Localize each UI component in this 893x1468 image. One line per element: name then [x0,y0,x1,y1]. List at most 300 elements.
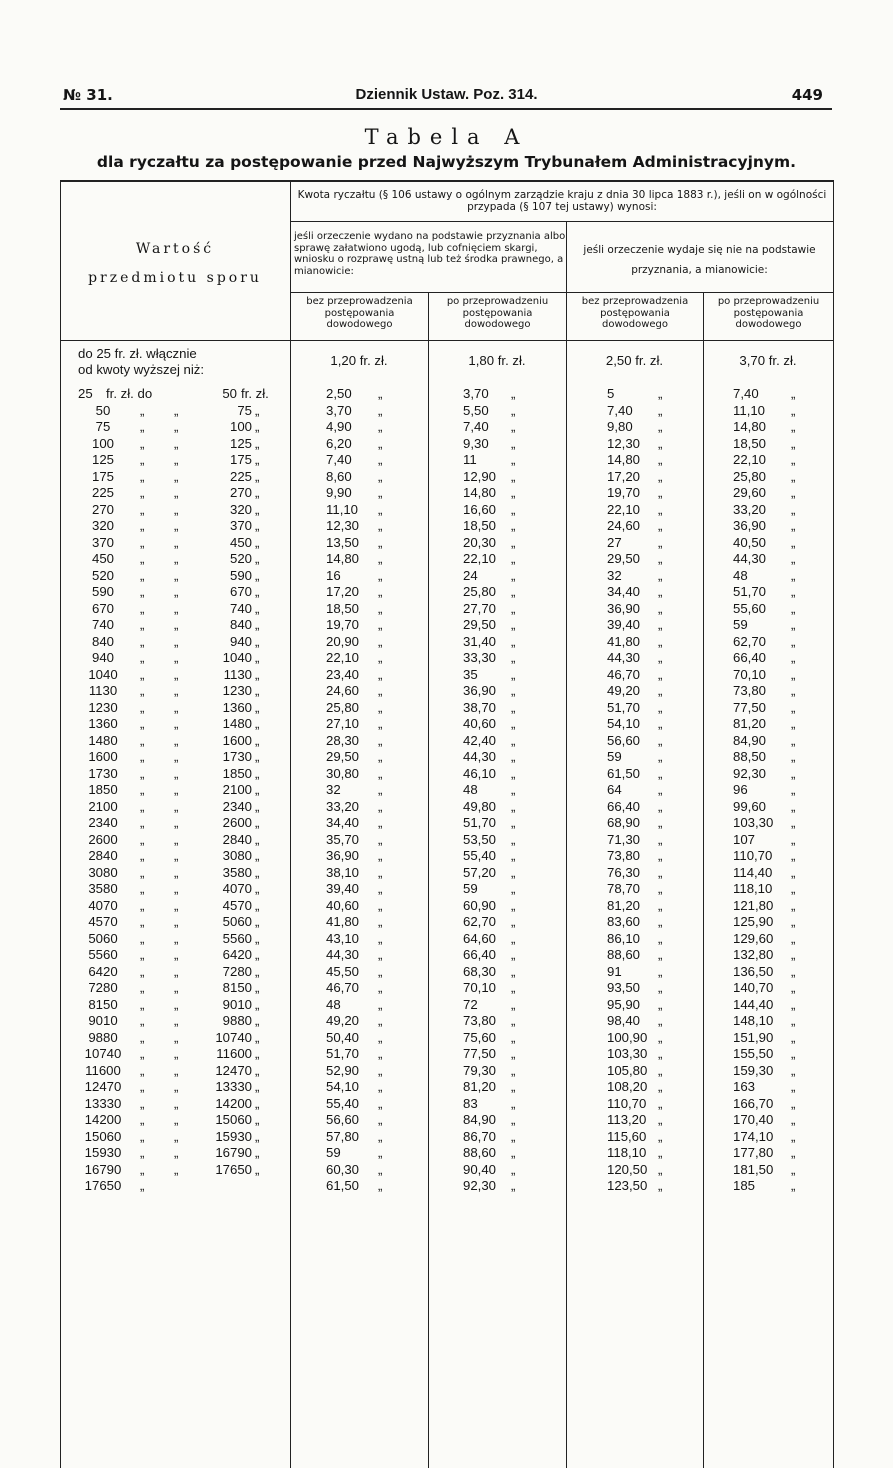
ditto-mark: „ [511,749,516,765]
ditto-mark: „ [378,765,383,781]
range-to: 740 [229,600,252,616]
ditto-mark: „ [255,1013,260,1029]
cell-value: 1,80 fr. zł. [468,353,526,369]
cell-value: 35 [463,666,478,682]
ditto-mark: „ [140,650,145,666]
ditto-mark: „ [378,485,383,501]
ditto-mark: „ [791,947,796,963]
cell-value: 159,30 [733,1062,774,1078]
cell-value: 56,60 [607,732,641,748]
cell-value: 41,80 [607,633,641,649]
range-to: 16790 [215,1145,252,1161]
ditto-mark: „ [174,765,179,781]
ditto-mark: „ [511,963,516,979]
cell-value: 75,60 [463,1029,497,1045]
ditto-mark: „ [658,600,663,616]
range-from: 175 [91,468,114,484]
ditto-mark: „ [658,996,663,1012]
cell-value: 20,30 [463,534,497,550]
cell-value: 49,20 [326,1013,360,1029]
cell-value: 49,80 [463,798,497,814]
ditto-mark: „ [511,600,516,616]
ditto-mark: „ [658,1046,663,1062]
cell-value: 88,60 [607,947,641,963]
ditto-mark: „ [658,1095,663,1111]
cell-value: 38,10 [326,864,360,880]
cell-value: 55,40 [463,848,497,864]
ditto-mark: „ [511,1095,516,1111]
ditto-mark: „ [658,501,663,517]
ditto-mark: „ [791,930,796,946]
ditto-mark: „ [255,518,260,534]
range-from: 75 [95,419,111,435]
table-body [60,345,833,1194]
cell-value: 68,90 [607,815,641,831]
range-from: 1850 [88,782,118,798]
cell-value: 84,90 [733,732,767,748]
ditto-mark: „ [378,419,383,435]
ditto-mark: „ [791,980,796,996]
subheader-bez-1: bez przeprowadzenia postępowania dowodowego [306,296,413,330]
ditto-mark: „ [140,419,145,435]
ditto-mark: „ [255,1046,260,1062]
ditto-mark: „ [140,551,145,567]
ditto-mark: „ [140,617,145,633]
ditto-mark: „ [658,947,663,963]
cell-value: 48 [463,782,478,798]
cell-value: 61,50 [607,765,641,781]
ditto-mark: „ [378,584,383,600]
cell-value: 9,90 [326,485,352,501]
ditto-mark: „ [378,815,383,831]
cell-value: 5 [607,386,615,402]
ditto-mark: „ [791,1046,796,1062]
ditto-mark: „ [378,831,383,847]
ditto-mark: „ [511,699,516,715]
cell-value: 46,70 [607,666,641,682]
ditto-mark: „ [658,402,663,418]
ditto-mark: „ [174,798,179,814]
cell-value: 9,30 [463,435,489,451]
cell-value: 46,70 [326,980,360,996]
cell-value: 39,40 [607,617,641,633]
range-from: 50 [95,402,111,418]
ditto-mark: „ [174,963,179,979]
range-to: 125 [229,435,252,451]
cell-value: 25,80 [463,584,497,600]
ditto-mark: „ [791,732,796,748]
ditto-mark: „ [255,996,260,1012]
ditto-mark: „ [791,386,796,402]
cell-value: 103,30 [607,1046,648,1062]
ditto-mark: „ [511,798,516,814]
ditto-mark: „ [174,1095,179,1111]
ditto-mark: „ [140,1095,145,1111]
ditto-mark: „ [140,584,145,600]
cell-value: 23,40 [326,666,360,682]
ditto-mark: „ [140,534,145,550]
ditto-mark: „ [378,1128,383,1144]
ditto-mark: „ [174,518,179,534]
cell-value: 59 [733,617,748,633]
ditto-mark: „ [658,584,663,600]
range-from: 6420 [88,963,118,979]
range-to: 12470 [215,1062,252,1078]
cell-value: 44,30 [326,947,360,963]
ditto-mark: „ [140,468,145,484]
cell-value: 93,50 [607,980,641,996]
cell-value: 6,20 [326,435,352,451]
range-from: 2100 [88,798,118,814]
cell-value: 4,90 [326,419,352,435]
ditto-mark: „ [140,1178,145,1194]
range-to: 1730 [222,749,252,765]
cell-value: 53,50 [463,831,497,847]
ditto-mark: „ [140,716,145,732]
ditto-mark: „ [378,551,383,567]
range-to: 370 [229,518,252,534]
cell-value: 34,40 [326,815,360,831]
cell-value: 5,50 [463,402,489,418]
ditto-mark: „ [174,1112,179,1128]
ditto-mark: „ [511,1029,516,1045]
ditto-mark: „ [140,501,145,517]
ditto-mark: „ [658,534,663,550]
range-from: 370 [91,534,114,550]
admission-header: jeśli orzeczenie wydano na podstawie przyznania albo sprawę załatwiono ugodą, lub cofnięciem skargi, wniosku o rozprawę ustną lub też środka prawnego, a mianowicie: [294,231,566,277]
ditto-mark: „ [140,732,145,748]
range-from: 16790 [84,1161,122,1177]
ditto-mark: „ [174,881,179,897]
range-from: 320 [91,518,114,534]
ditto-mark: „ [255,749,260,765]
ditto-mark: „ [140,683,145,699]
ditto-mark: „ [378,600,383,616]
cell-value: 29,50 [326,749,360,765]
table-right-border [833,180,834,1468]
range-to: 50 [222,386,237,402]
page-number-right: 449 [791,86,823,104]
ditto-mark: „ [174,749,179,765]
ditto-mark: „ [174,567,179,583]
ditto-mark: „ [255,881,260,897]
ditto-mark: „ [255,1112,260,1128]
ditto-mark: „ [511,518,516,534]
ditto-mark: „ [255,551,260,567]
cell-value: 40,50 [733,534,767,550]
ditto-mark: „ [140,980,145,996]
ditto-mark: „ [658,749,663,765]
ditto-mark: „ [658,1145,663,1161]
ditto-mark: „ [511,831,516,847]
cell-value: 44,30 [733,551,767,567]
ditto-mark: „ [658,831,663,847]
ditto-mark: „ [511,551,516,567]
ditto-mark: „ [791,1112,796,1128]
ditto-mark: „ [791,666,796,682]
cell-value: 43,10 [326,930,360,946]
range-to: 590 [229,567,252,583]
ditto-mark: „ [511,1145,516,1161]
ditto-mark: „ [140,452,145,468]
ditto-mark: „ [658,419,663,435]
ditto-mark: „ [791,963,796,979]
range-from: 2600 [88,831,118,847]
cell-value: 155,50 [733,1046,774,1062]
ditto-mark: „ [140,633,145,649]
range-from: 450 [91,551,114,567]
ditto-mark: „ [174,864,179,880]
ditto-mark: „ [255,650,260,666]
cell-value: 22,10 [607,501,641,517]
range-to: 2840 [222,831,252,847]
range-to: 17650 [215,1161,252,1177]
cell-value: 108,20 [607,1079,648,1095]
cell-value: 22,10 [733,452,767,468]
ditto-mark: „ [511,584,516,600]
cell-value: 72 [463,996,478,1012]
ditto-mark: „ [174,914,179,930]
row-label [60,346,290,361]
ditto-mark: „ [140,749,145,765]
cell-value: 73,80 [607,848,641,864]
range-from: 4570 [88,914,118,930]
cell-value: 81,20 [607,897,641,913]
ditto-mark: „ [378,1112,383,1128]
cell-value: 7,40 [607,402,633,418]
ditto-mark: „ [140,798,145,814]
range-from: 5560 [88,947,118,963]
cell-value: 24,60 [607,518,641,534]
ditto-mark: „ [378,1145,383,1161]
cell-value: 25,80 [733,468,767,484]
table-row-third [60,378,833,402]
cell-value: 103,30 [733,815,774,831]
cell-value: 45,50 [326,963,360,979]
ditto-mark: „ [174,666,179,682]
cell-value: 115,60 [607,1128,647,1144]
range-to: 100 [229,419,252,435]
ditto-mark: „ [378,617,383,633]
ditto-mark: „ [511,914,516,930]
ditto-mark: „ [791,881,796,897]
cell-value: 16 [326,567,341,583]
cell-value: 90,40 [463,1161,497,1177]
range-to: 7280 [222,963,252,979]
ditto-mark: „ [255,980,260,996]
range-from: 1130 [88,683,118,699]
cell-value: 163 [733,1079,756,1095]
cell-value: 27,10 [326,716,360,732]
ditto-mark: „ [791,501,796,517]
ditto-mark: „ [511,402,516,418]
ditto-mark: „ [174,1046,179,1062]
ditto-mark: „ [658,1079,663,1095]
ditto-mark: „ [791,1128,796,1144]
cell-value: 7,40 [326,452,352,468]
range-from: 1730 [88,765,118,781]
cell-value: 95,90 [607,996,641,1012]
cell-value: 83,60 [607,914,641,930]
table-title: Tabela A [364,125,529,149]
ditto-mark: „ [255,1145,260,1161]
range-to: 175 [229,452,252,468]
ditto-mark: „ [378,435,383,451]
ditto-mark: „ [791,518,796,534]
ditto-mark: „ [140,1079,145,1095]
range-to: 2340 [222,798,252,814]
cell-value: 55,40 [326,1095,360,1111]
ditto-mark: „ [378,947,383,963]
ditto-mark: „ [791,897,796,913]
label-text: do 25 fr. zł. włącznie [78,345,197,361]
ditto-mark: „ [791,600,796,616]
ditto-mark: „ [140,1062,145,1078]
ditto-mark: „ [140,1128,145,1144]
ditto-mark: „ [658,1178,663,1194]
ditto-mark: „ [255,848,260,864]
ditto-mark: „ [658,666,663,682]
ditto-mark: „ [378,1062,383,1078]
header-line-3 [60,340,833,341]
ditto-mark: „ [140,897,145,913]
cell-value: 132,80 [733,947,774,963]
cell-value: 59 [463,881,478,897]
ditto-mark: „ [791,534,796,550]
range-from: 15060 [84,1128,122,1144]
cell-value: 107 [733,831,756,847]
ditto-mark: „ [378,402,383,418]
cell-value: 31,40 [463,633,497,649]
range-from: 125 [91,452,114,468]
cell-value: 57,20 [463,864,497,880]
ditto-mark: „ [140,666,145,682]
cell-value: 11,10 [326,501,359,517]
cell-value: 29,60 [733,485,767,501]
ditto-mark: „ [791,831,796,847]
ditto-mark: „ [658,765,663,781]
cell-value: 136,50 [733,963,774,979]
ditto-mark: „ [378,666,383,682]
range-from: 1040 [88,666,118,682]
ditto-mark: „ [255,402,260,418]
range-from: 670 [91,600,114,616]
range-from: 840 [91,633,114,649]
cell-value: 17,20 [326,584,360,600]
ditto-mark: „ [791,1145,796,1161]
ditto-mark: „ [511,1079,516,1095]
cell-value: 28,30 [326,732,360,748]
ditto-mark: „ [255,1095,260,1111]
ditto-mark: „ [255,1062,260,1078]
ditto-mark: „ [174,1062,179,1078]
range-to: 1360 [222,699,252,715]
cell-value: 96 [733,782,748,798]
cell-value: 13,50 [326,534,360,550]
cell-value: 24,60 [326,683,360,699]
cell-value: 14,80 [463,485,497,501]
cell-value: 12,90 [463,468,497,484]
cell-value: 83 [463,1095,478,1111]
range-to: 270 [229,485,252,501]
ditto-mark: „ [511,1013,516,1029]
cell-value: 64 [607,782,622,798]
cell-value: 170,40 [733,1112,774,1128]
ditto-mark: „ [658,468,663,484]
ditto-mark: „ [378,963,383,979]
ditto-mark: „ [255,567,260,583]
value-column-header [60,235,290,293]
ditto-mark: „ [378,782,383,798]
ditto-mark: „ [378,897,383,913]
range-to: 320 [229,501,252,517]
ditto-mark: „ [511,881,516,897]
cell-value: 33,30 [463,650,497,666]
cell-value: 48 [326,996,341,1012]
range-from: 1230 [88,699,118,715]
cell-value: 11,10 [733,402,766,418]
cell-value: 125,90 [733,914,774,930]
cell-value: 51,70 [733,584,767,600]
ditto-mark: „ [255,732,260,748]
cell-value: 66,40 [463,947,497,963]
cell-value: 62,70 [733,633,767,649]
ditto-mark: „ [511,716,516,732]
cell-value: 81,20 [463,1079,497,1095]
ditto-mark: „ [140,815,145,831]
ditto-mark: „ [140,848,145,864]
ditto-mark: „ [511,683,516,699]
cell-value: 27 [607,534,622,550]
cell-value: 27,70 [463,600,497,616]
subheader-po-2: po przeprowadzeniu postępowania dowodowego [717,296,820,330]
ditto-mark: „ [791,749,796,765]
ditto-mark: „ [791,765,796,781]
range-from: 100 [91,435,114,451]
cell-value: 114,40 [733,864,773,880]
ditto-mark: „ [658,897,663,913]
range-to: 8150 [222,980,252,996]
ditto-mark: „ [255,1161,260,1177]
range-from: 12470 [84,1079,122,1095]
ditto-mark: „ [174,419,179,435]
range-from: 590 [91,584,114,600]
cell-value: 91 [607,963,622,979]
ditto-mark: „ [511,732,516,748]
range-to: 3580 [222,864,252,880]
range-to: 5560 [222,930,252,946]
cell-value: 113,20 [607,1112,647,1128]
cell-value: 71,30 [607,831,641,847]
ditto-mark: „ [174,650,179,666]
label-text: od kwoty wyższej niż: [78,362,205,378]
cell-value: 14,80 [733,419,767,435]
range-from: 1480 [88,732,118,748]
cell-value: 76,30 [607,864,641,880]
cell-value: 49,20 [607,683,641,699]
ditto-mark: „ [174,947,179,963]
cell-value: 181,50 [733,1161,774,1177]
ditto-mark: „ [255,600,260,616]
range-from: 2340 [88,815,118,831]
ditto-mark: „ [511,633,516,649]
table-row-first [60,345,833,369]
ditto-mark: „ [140,402,145,418]
ditto-mark: „ [511,650,516,666]
ditto-mark: „ [511,419,516,435]
ditto-mark: „ [511,452,516,468]
cell-value: 166,70 [733,1095,774,1111]
